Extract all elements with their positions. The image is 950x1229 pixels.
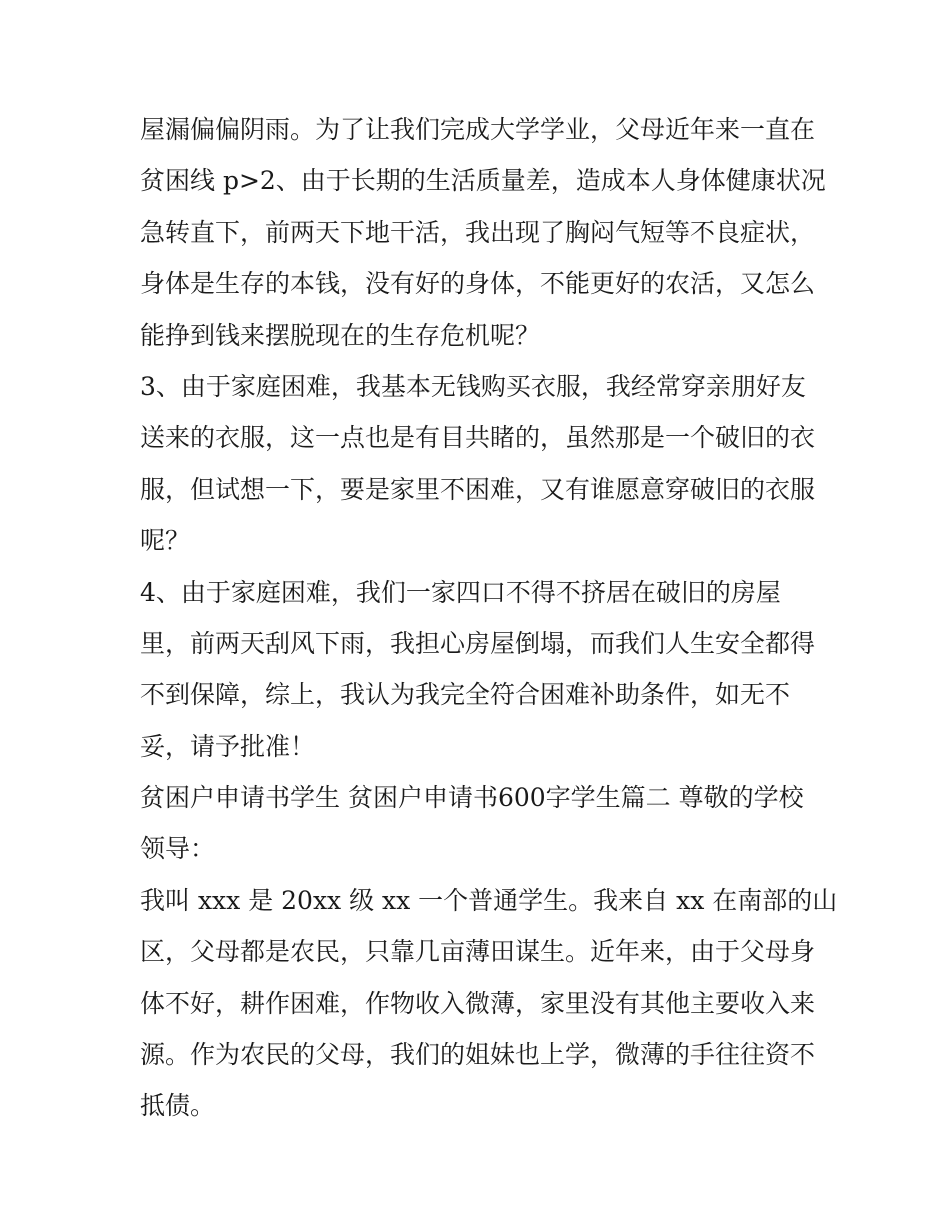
text-line: 领导： [140,834,216,864]
text-line: 3、由于家庭困难，我基本无钱购买衣服，我经常穿亲朋好友 [140,371,806,401]
text-line: 呢？ [140,526,191,556]
text-line: 源。作为农民的父母，我们的姐妹也上学，微薄的手往往资不 [140,1040,816,1070]
text-line: 屋漏偏偏阴雨。为了让我们完成大学学业，父母近年来一直在 [140,115,816,144]
text-line: 能挣到钱来摆脱现在的生存危机呢？ [140,320,541,350]
text-line: 急转直下，前两天下地干活，我出现了胸闷气短等不良症状， [140,217,816,247]
text-line: 体不好，耕作困难，作物收入微薄，家里没有其他主要收入来 [140,988,816,1018]
text-line: 送来的衣服，这一点也是有目共睹的，虽然那是一个破旧的衣 [140,423,816,453]
text-line: 里，前两天刮风下雨，我担心房屋倒塌，而我们人生安全都得 [140,628,816,658]
text-line: 区，父母都是农民，只靠几亩薄田谋生。近年来，由于父母身 [140,937,816,967]
text-line: 妥，请予批准！ [140,731,316,761]
text-line: 不到保障，综上，我认为我完全符合困难补助条件，如无不 [140,680,791,710]
text-line: 身体是生存的本钱，没有好的身体，不能更好的农活，又怎么 [140,269,816,299]
document-body [140,104,838,1132]
text-line: 我叫 xxx 是 20xx 级 xx 一个普通学生。我来自 xx 在南部的山 [140,885,838,915]
text-line: 服，但试想一下，要是家里不困难，又有谁愿意穿破旧的衣服 [140,474,816,504]
text-line: 4、由于家庭困难，我们一家四口不得不挤居在破旧的房屋 [140,577,781,607]
section-heading-line: 贫困户申请书学生 贫困户申请书600字学生篇二 尊敬的学校 [140,783,804,813]
text-line: 贫困线 p>2、由于长期的生活质量差，造成本人身体健康状况 [140,166,826,196]
text-line: 抵债。 [140,1091,216,1121]
